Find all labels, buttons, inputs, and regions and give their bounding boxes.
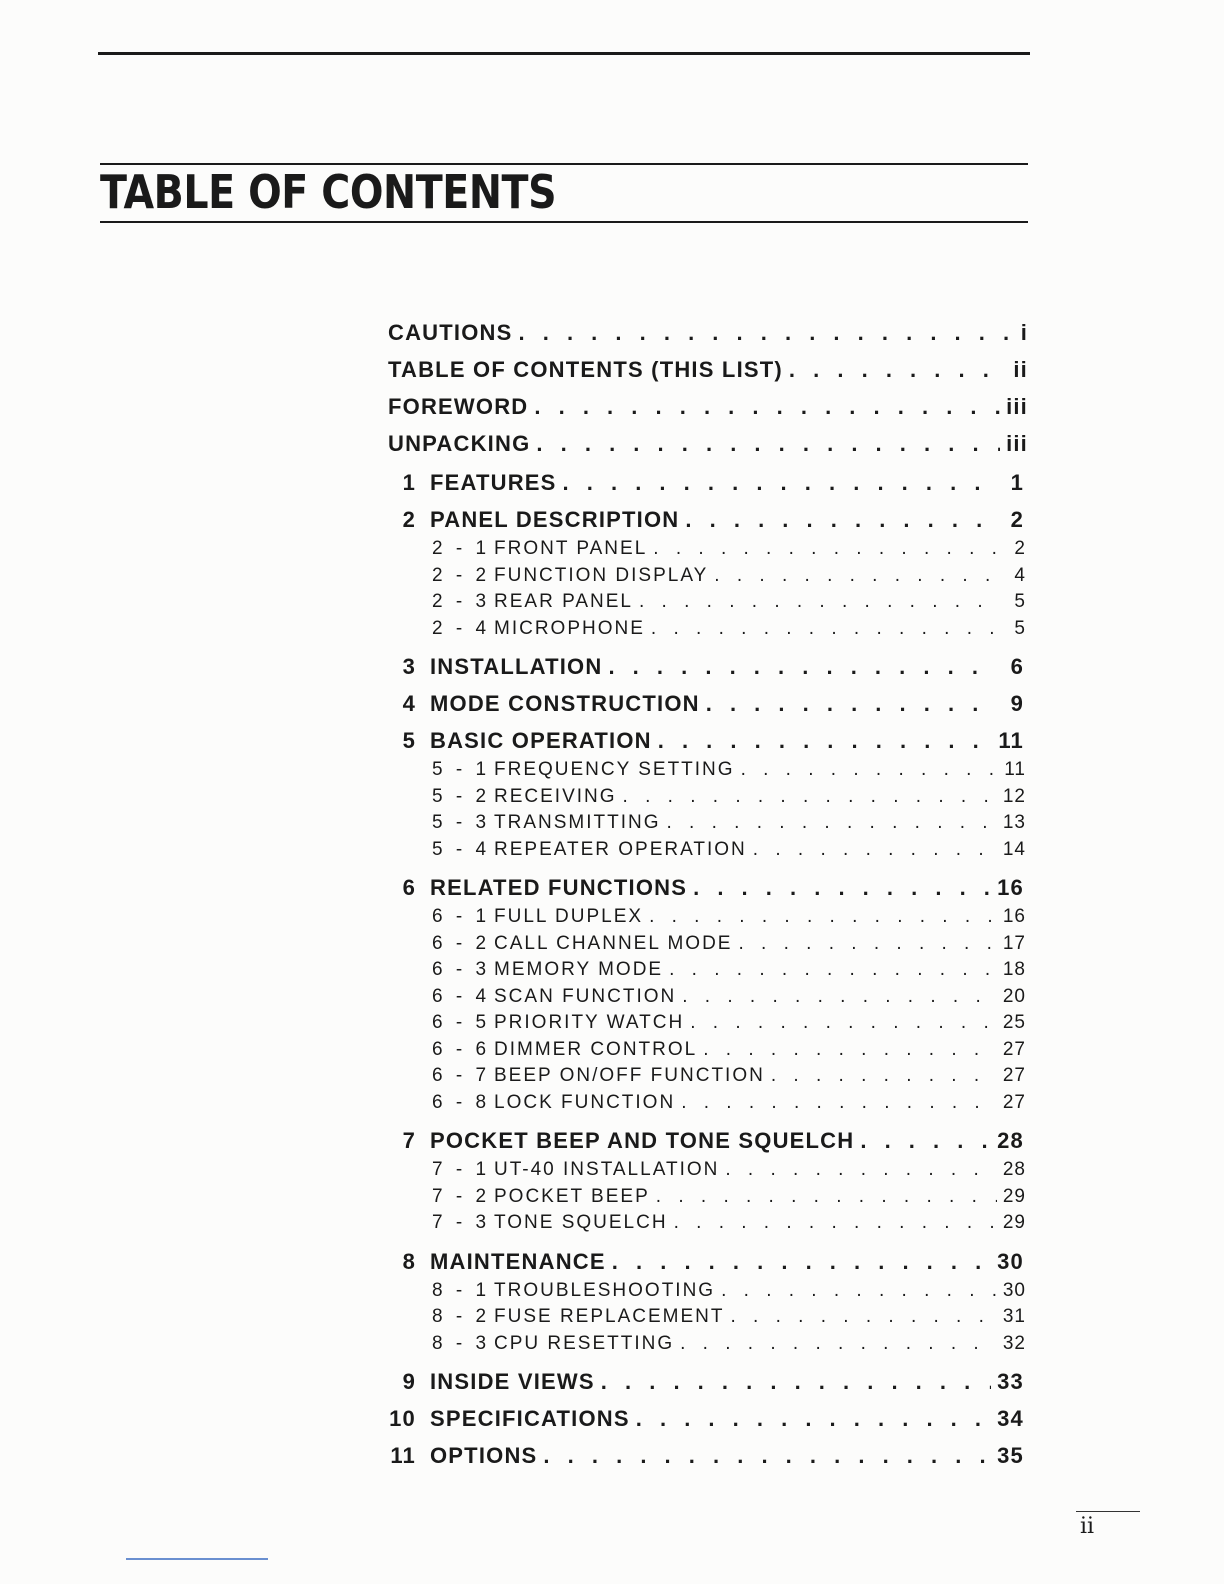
toc-subsection-label: FULL DUPLEX [494, 906, 644, 927]
toc-page-number: ii [1013, 357, 1028, 382]
toc-subsection-number: 6 - 5 [432, 1012, 491, 1033]
toc-leader-dots [653, 538, 998, 560]
toc-page-number: 34 [997, 1406, 1024, 1431]
toc-page-number: iii [1006, 394, 1028, 419]
toc-subsection-label: FREQUENCY SETTING [494, 759, 735, 780]
toc-leader-dots [534, 394, 1000, 420]
toc-subsection-entry [432, 959, 1026, 981]
toc-subsection-label: MEMORY MODE [494, 959, 664, 980]
toc-leader-dots [658, 728, 992, 754]
toc-section-entry [374, 1443, 1024, 1469]
toc-leader-dots [685, 507, 992, 533]
toc-leader-dots [612, 1249, 991, 1275]
toc-front-label: CAUTIONS [388, 320, 513, 345]
toc-page-number: 31 [1002, 1306, 1026, 1327]
toc-subsection-entry [432, 618, 1026, 640]
toc-leader-dots [623, 786, 997, 808]
toc-leader-dots [669, 959, 997, 981]
toc-leader-dots [681, 1092, 997, 1114]
toc-leader-dots [741, 759, 998, 781]
toc-section-label: MODE CONSTRUCTION [430, 691, 700, 716]
toc-leader-dots [703, 1039, 997, 1061]
toc-leader-dots [601, 1369, 991, 1395]
toc-leader-dots [690, 1012, 997, 1034]
toc-subsection-number: 5 - 1 [432, 759, 491, 780]
toc-subsection-number: 6 - 7 [432, 1065, 491, 1086]
toc-leader-dots [674, 1212, 997, 1234]
toc-page-number: 30 [1002, 1279, 1026, 1301]
toc-section-number: 8 [402, 1248, 416, 1274]
toc-section-entry [386, 728, 1024, 754]
toc-subsection-label: TRANSMITTING [494, 812, 661, 833]
toc-leader-dots [639, 591, 998, 613]
toc-page-number: 28 [997, 1128, 1024, 1153]
toc-front-entry [388, 394, 1028, 420]
toc-page-number: 2 [1010, 507, 1024, 532]
toc-page-number: 18 [1002, 959, 1026, 980]
toc-front-entry [388, 357, 1028, 383]
toc-leader-dots [649, 906, 997, 928]
toc-subsection-entry [432, 933, 1026, 955]
toc-subsection-entry [432, 565, 1026, 587]
toc-leader-dots [682, 986, 997, 1008]
toc-leader-dots [753, 839, 997, 861]
toc-subsection-number: 7 - 2 [432, 1185, 491, 1207]
toc-page-number: 29 [1002, 1212, 1026, 1233]
toc-page-number: 16 [997, 875, 1024, 900]
toc-subsection-label: FUNCTION DISPLAY [494, 564, 709, 586]
toc-section-entry [386, 875, 1024, 901]
toc-front-label: FOREWORD [388, 394, 529, 419]
toc-subsection-label: REPEATER OPERATION [494, 838, 747, 860]
scan-mark [126, 1558, 268, 1560]
toc-section-entry [386, 1128, 1024, 1154]
toc-page-number: 6 [1010, 654, 1024, 679]
toc-section-entry [386, 1249, 1024, 1275]
toc-subsection-label: LOCK FUNCTION [494, 1091, 676, 1113]
toc-subsection-entry [432, 1306, 1026, 1328]
toc-page-number: 4 [1014, 564, 1026, 586]
page-number-rule [1076, 1511, 1140, 1512]
toc-subsection-entry [432, 1092, 1026, 1114]
toc-page-number: 13 [1002, 812, 1026, 833]
toc-section-number: 11 [390, 1443, 416, 1468]
toc-subsection-label: FUSE REPLACEMENT [494, 1306, 725, 1327]
page-title: TABLE OF CONTENTS [100, 165, 557, 219]
toc-subsection-label: MICROPHONE [494, 617, 645, 639]
toc-page-number: i [1020, 320, 1028, 345]
toc-subsection-number: 5 - 2 [432, 785, 491, 807]
toc-leader-dots [608, 654, 992, 680]
toc-subsection-label: FRONT PANEL [494, 538, 648, 559]
toc-section-entry [386, 470, 1024, 496]
toc-subsection-label: POCKET BEEP [494, 1185, 650, 1207]
toc-section-number: 6 [402, 875, 416, 900]
toc-subsection-label: UT-40 INSTALLATION [494, 1159, 720, 1180]
toc-subsection-number: 6 - 2 [432, 932, 491, 954]
toc-subsection-number: 6 - 8 [432, 1091, 491, 1113]
toc-section-number: 7 [402, 1128, 416, 1153]
toc-subsection-label: REAR PANEL [494, 591, 633, 612]
toc-subsection-label: BEEP ON/OFF FUNCTION [494, 1065, 765, 1086]
toc-page-number: 9 [1010, 691, 1024, 716]
toc-page-number: 20 [1002, 985, 1026, 1007]
toc-leader-dots [636, 1406, 991, 1432]
toc-subsection-entry [432, 839, 1026, 861]
toc-section-label: FEATURES [430, 470, 557, 495]
toc-page-number: 32 [1002, 1332, 1026, 1354]
toc-front-label: TABLE OF CONTENTS (THIS LIST) [388, 357, 783, 382]
toc-subsection-label: CALL CHANNEL MODE [494, 932, 733, 954]
toc-leader-dots [656, 1186, 997, 1208]
toc-section-label: INSTALLATION [430, 654, 603, 679]
toc-subsection-entry [432, 1280, 1026, 1302]
toc-subsection-number: 6 - 3 [432, 959, 491, 980]
toc-subsection-number: 6 - 6 [432, 1038, 491, 1060]
toc-subsection-entry [432, 812, 1026, 834]
toc-page-number: 17 [1002, 932, 1026, 954]
toc-subsection-number: 7 - 1 [432, 1159, 491, 1180]
toc-subsection-number: 5 - 4 [432, 838, 491, 860]
toc-section-label: POCKET BEEP AND TONE SQUELCH [430, 1128, 855, 1153]
toc-subsection-label: TROUBLESHOOTING [494, 1279, 716, 1301]
toc-page-number: 30 [997, 1248, 1024, 1274]
toc-page-number: 27 [1002, 1038, 1026, 1060]
toc-page-number: 5 [1014, 617, 1026, 639]
toc-section-number: 1 [402, 470, 416, 495]
toc-subsection-entry [432, 1186, 1026, 1208]
toc-subsection-entry [432, 591, 1026, 613]
toc-leader-dots [543, 1443, 991, 1469]
toc-leader-dots [860, 1128, 991, 1154]
toc-front-entry [388, 431, 1028, 457]
toc-subsection-label: TONE SQUELCH [494, 1212, 668, 1233]
toc-section-entry [386, 654, 1024, 680]
toc-subsection-number: 6 - 4 [432, 985, 491, 1007]
toc-page-number: 2 [1014, 538, 1026, 559]
page-number: ii [1080, 1514, 1095, 1539]
toc-subsection-number: 2 - 2 [432, 564, 491, 586]
toc-subsection-entry [432, 1039, 1026, 1061]
toc-page-number: 29 [1002, 1185, 1026, 1207]
toc-subsection-entry [432, 786, 1026, 808]
toc-page-number: 5 [1014, 591, 1026, 612]
toc-section-number: 4 [402, 691, 416, 716]
toc-subsection-number: 8 - 2 [432, 1306, 491, 1327]
toc-subsection-label: SCAN FUNCTION [494, 985, 677, 1007]
toc-leader-dots [680, 1333, 997, 1355]
toc-leader-dots [536, 431, 1000, 457]
toc-subsection-number: 2 - 3 [432, 591, 491, 612]
toc-section-label: SPECIFICATIONS [430, 1406, 630, 1431]
toc-subsection-entry [432, 1333, 1026, 1355]
toc-page-number: 27 [1002, 1091, 1026, 1113]
toc-page-number: 16 [1002, 906, 1026, 927]
toc-page-number: 28 [1002, 1159, 1026, 1180]
toc-section-number: 3 [402, 654, 416, 679]
toc-leader-dots [714, 565, 998, 587]
toc-subsection-entry [432, 906, 1026, 928]
toc-subsection-number: 2 - 4 [432, 617, 491, 639]
toc-page-number: 12 [1002, 785, 1026, 807]
toc-page-number: 11 [998, 728, 1024, 753]
toc-section-number: 2 [402, 507, 416, 532]
toc-subsection-label: CPU RESETTING [494, 1332, 675, 1354]
toc-section-label: PANEL DESCRIPTION [430, 507, 680, 532]
toc-subsection-entry [432, 1012, 1026, 1034]
toc-subsection-entry [432, 1065, 1026, 1087]
toc-subsection-number: 2 - 1 [432, 538, 491, 559]
toc-page-number: 25 [1002, 1012, 1026, 1033]
toc-leader-dots [563, 470, 992, 496]
toc-section-entry [386, 691, 1024, 717]
toc-subsection-number: 8 - 1 [432, 1279, 491, 1301]
toc-leader-dots [771, 1065, 997, 1087]
toc-subsection-entry [432, 1212, 1026, 1234]
toc-subsection-number: 6 - 1 [432, 906, 491, 927]
toc-subsection-label: DIMMER CONTROL [494, 1038, 698, 1060]
toc-section-number: 9 [402, 1369, 416, 1394]
toc-leader-dots [706, 691, 992, 717]
toc-leader-dots [667, 812, 997, 834]
toc-section-entry [374, 1406, 1024, 1432]
toc-page-number: 35 [997, 1443, 1024, 1468]
toc-page-number: 33 [997, 1369, 1024, 1394]
toc-page-number: 1 [1010, 470, 1024, 495]
toc-leader-dots [789, 357, 1007, 383]
toc-subsection-number: 7 - 3 [432, 1212, 491, 1233]
toc-leader-dots [730, 1306, 996, 1328]
toc-section-entry [386, 507, 1024, 533]
toc-leader-dots [725, 1159, 997, 1181]
toc-section-label: RELATED FUNCTIONS [430, 875, 688, 900]
toc-subsection-number: 5 - 3 [432, 812, 491, 833]
toc-section-number: 5 [402, 728, 416, 753]
toc-subsection-entry [432, 759, 1026, 781]
toc-subsection-entry [432, 986, 1026, 1008]
toc-section-label: MAINTENANCE [430, 1248, 606, 1274]
toc-front-entry [388, 320, 1028, 346]
toc-subsection-entry [432, 538, 1026, 560]
toc-leader-dots [651, 618, 998, 640]
toc-subsection-number: 8 - 3 [432, 1332, 491, 1354]
toc-section-label: BASIC OPERATION [430, 728, 652, 753]
toc-leader-dots [721, 1280, 997, 1302]
toc-section-label: INSIDE VIEWS [430, 1369, 595, 1394]
toc-page-number: 11 [1004, 759, 1026, 780]
toc-leader-dots [693, 875, 991, 901]
toc-front-label: UNPACKING [388, 431, 531, 456]
toc-subsection-entry [432, 1159, 1026, 1181]
toc-page-number: 14 [1002, 838, 1026, 860]
toc-leader-dots [738, 933, 996, 955]
toc-section-entry [386, 1369, 1024, 1395]
toc-subsection-label: PRIORITY WATCH [494, 1012, 685, 1033]
toc-page-number: iii [1006, 431, 1028, 456]
toc-page-number: 27 [1002, 1065, 1026, 1086]
toc-leader-dots [519, 320, 1015, 346]
toc-section-label: OPTIONS [430, 1443, 538, 1468]
toc-subsection-label: RECEIVING [494, 785, 617, 807]
toc-section-number: 10 [389, 1406, 416, 1431]
